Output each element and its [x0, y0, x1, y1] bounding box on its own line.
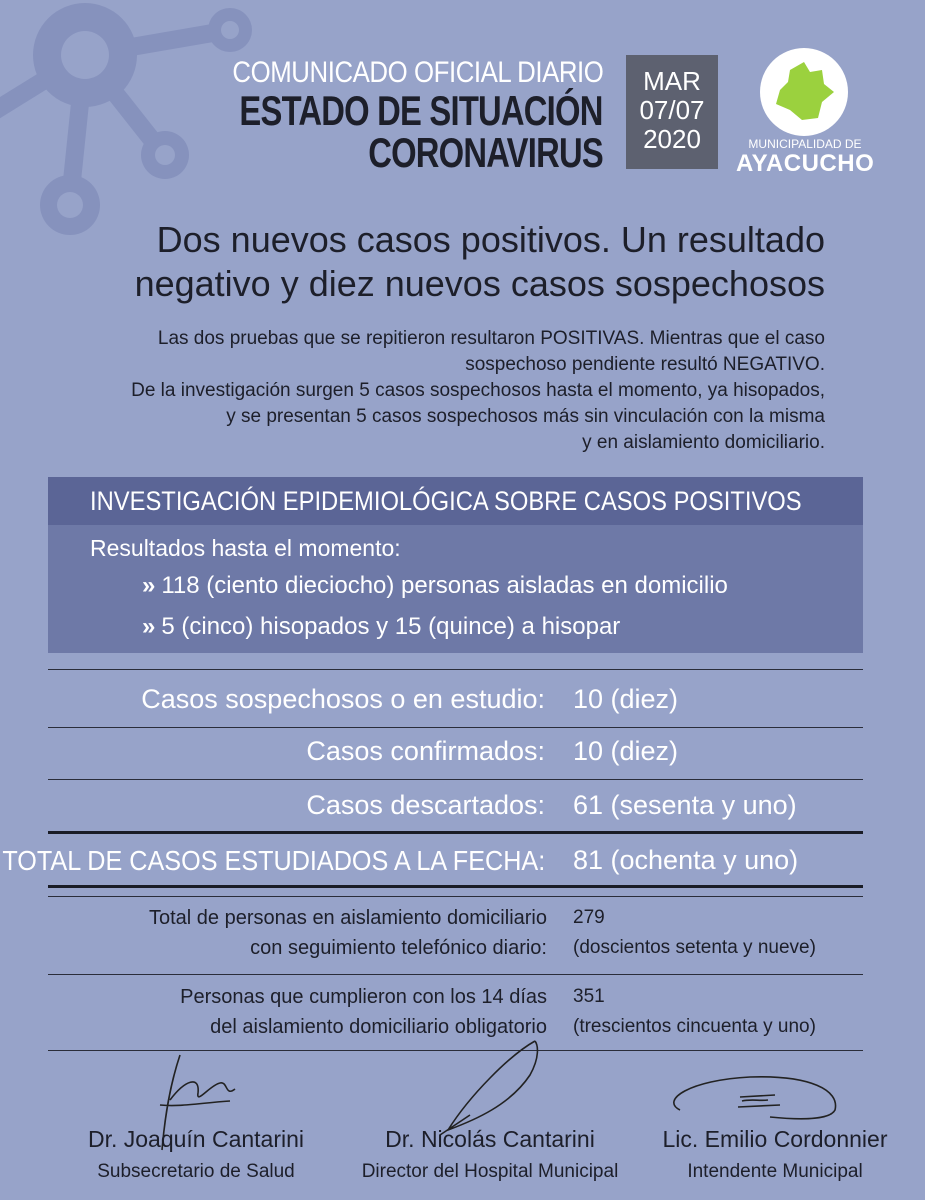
investigation-title: INVESTIGACIÓN EPIDEMIOLÓGICA SOBRE CASOS POSITIVOS	[90, 486, 802, 516]
intro-line: sospechoso pendiente resultó NEGATIVO.	[465, 354, 825, 375]
investigation-item-text: 118 (ciento dieciocho) personas aisladas en domicilio	[161, 572, 728, 599]
isolation-label	[149, 903, 547, 963]
date-day: MAR	[643, 66, 701, 96]
signature-role-3: Intendente Municipal	[687, 1161, 863, 1182]
header-title-line3: CORONAVIRUS	[368, 129, 603, 176]
signature-role-2: Director del Hospital Municipal	[361, 1161, 619, 1182]
intro-line: Las dos pruebas que se repitieron resultaron POSITIVAS. Mientras que el caso	[157, 328, 825, 349]
date-box	[626, 55, 718, 169]
stat-value-discarded: 61 (sesenta y uno)	[573, 790, 797, 820]
signature-name-3: Lic. Emilio Cordonnier	[662, 1126, 888, 1152]
isolation-label-line1: Total de personas en aislamiento domiciliario	[149, 907, 547, 929]
stat-label-discarded: Casos descartados:	[306, 790, 545, 820]
divider	[48, 885, 863, 888]
divider	[48, 831, 863, 834]
date-year: 2020	[643, 124, 701, 154]
header-title-line2: ESTADO DE SITUACIÓN	[239, 87, 603, 134]
logo-text-line2: AYACUCHO	[736, 150, 875, 177]
chevron-bullet-icon: »	[142, 613, 156, 640]
completed-value	[573, 982, 816, 1042]
completed-value-number: 351	[573, 986, 605, 1007]
completed-label-line2: del aislamiento domiciliario obligatorio	[210, 1016, 547, 1038]
stat-label-suspected: Casos sospechosos o en estudio:	[141, 684, 545, 714]
signature-name-2: Dr. Nicolás Cantarini	[385, 1126, 595, 1152]
investigation-subtitle: Resultados hasta el momento:	[90, 535, 401, 561]
investigation-item	[142, 572, 728, 600]
divider	[48, 779, 863, 780]
completed-label	[180, 982, 547, 1042]
intro-line: y se presentan 5 casos sospechosos más sin vinculación con la misma	[226, 406, 825, 427]
isolation-value	[573, 903, 816, 963]
chevron-bullet-icon: »	[142, 572, 156, 599]
divider	[48, 974, 863, 975]
completed-value-words: (trescientos cincuenta y uno)	[573, 1016, 816, 1037]
stat-value-suspected: 10 (diez)	[573, 684, 679, 714]
isolation-label-line2: con seguimiento telefónico diario:	[250, 937, 547, 959]
stat-value-confirmed: 10 (diez)	[573, 736, 679, 766]
header-title-line1: COMUNICADO OFICIAL DIARIO	[231, 56, 603, 89]
divider	[48, 669, 863, 670]
ayacucho-map-icon	[760, 48, 848, 136]
stat-label-confirmed: Casos confirmados:	[306, 736, 545, 766]
investigation-item	[142, 613, 620, 641]
intro-paragraph	[131, 326, 825, 456]
total-label: TOTAL DE CASOS ESTUDIADOS A LA FECHA:	[2, 845, 545, 876]
signature-role-1: Subsecretario de Salud	[97, 1161, 295, 1182]
signature-scribble-3	[650, 1065, 850, 1125]
total-value: 81 (ochenta y uno)	[573, 845, 799, 875]
investigation-item-text: 5 (cinco) hisopados y 15 (quince) a hisopar	[161, 613, 621, 640]
headline-line2: negativo y diez nuevos casos sospechosos	[134, 263, 825, 304]
intro-line: y en aislamiento domiciliario.	[582, 432, 825, 453]
headline-line1: Dos nuevos casos positivos. Un resultado	[156, 219, 825, 260]
divider	[48, 727, 863, 728]
signature-name-1: Dr. Joaquín Cantarini	[87, 1126, 305, 1152]
date-date: 07/07	[639, 95, 705, 125]
completed-label-line1: Personas que cumplieron con los 14 días	[180, 986, 547, 1008]
headline	[135, 218, 825, 306]
logo-text-line1: MUNICIPALIDAD DE	[748, 137, 862, 151]
municipality-logo	[760, 48, 848, 136]
signature-scribble-2	[430, 1035, 550, 1140]
isolation-value-words: (doscientos setenta y nueve)	[573, 937, 816, 958]
intro-line: De la investigación surgen 5 casos sospechosos hasta el momento, ya hisopados,	[131, 380, 825, 401]
divider	[48, 896, 863, 897]
isolation-value-number: 279	[573, 907, 605, 928]
